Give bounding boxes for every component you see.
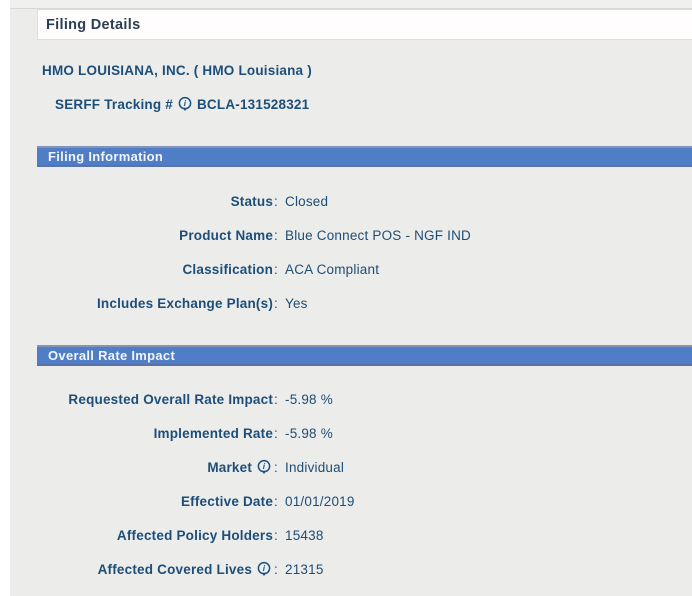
filing-details-header-panel [37,9,692,40]
info-icon-glyph: i [262,562,266,573]
content-area [10,0,692,596]
field-value: 21315 [285,561,324,577]
field-colon: : [274,227,278,243]
field-label-text: Implemented Rate [153,425,274,441]
field-label [10,561,278,578]
company-name: HMO LOUISIANA, INC. ( HMO Louisiana ) [42,63,312,78]
field-label-text: Classification [182,261,274,277]
info-icon[interactable] [257,561,271,578]
field-row-requested-overall-rate-impact [10,382,692,416]
field-value: -5.98 % [285,391,333,407]
field-row-affected-covered-lives [10,552,692,586]
field-value: 01/01/2019 [285,493,355,509]
field-label [10,494,278,509]
field-row-market [10,450,692,484]
field-label-text: Status [230,193,274,209]
field-colon: : [274,261,278,277]
field-label [10,426,278,441]
top-strip [10,0,692,9]
field-value: Closed [285,193,329,209]
info-icon-glyph: i [262,460,266,471]
field-label [10,392,278,407]
field-colon: : [274,295,278,311]
field-row-effective-date [10,484,692,518]
field-colon: : [274,527,278,543]
field-label-text: Effective Date [180,493,274,509]
field-row-includes-exchange-plans [10,286,692,320]
field-row-status [10,184,692,218]
field-label [10,296,278,311]
field-label-text: Affected Policy Holders [116,527,274,543]
field-value: ACA Compliant [285,261,380,277]
section-header-overall-rate-impact [37,345,692,366]
field-value: -5.98 % [285,425,333,441]
overall-rate-impact-fields [10,382,692,586]
field-label [10,528,278,543]
field-label [10,194,278,209]
field-colon: : [274,459,278,475]
info-icon[interactable] [257,459,271,476]
field-row-classification [10,252,692,286]
field-row-product-name [10,218,692,252]
page-title: Filing Details [46,16,141,33]
field-label-text: Requested Overall Rate Impact [68,391,274,407]
field-label-text: Includes Exchange Plan(s) [96,295,274,311]
section-header-filing-information [37,146,692,167]
field-label [10,228,278,243]
field-label-text: Product Name [179,227,274,243]
field-value: 15438 [285,527,324,543]
field-value: Blue Connect POS - NGF IND [285,227,472,243]
serff-tracking-line [55,96,309,113]
field-row-affected-policy-holders [10,518,692,552]
field-colon: : [274,493,278,509]
field-row-implemented-rate [10,416,692,450]
field-colon: : [274,391,278,407]
field-label-text: Market [207,459,253,475]
filing-information-fields [10,184,692,320]
info-icon-glyph: i [183,97,187,108]
serff-tracking-label: SERFF Tracking # [55,97,173,112]
field-colon: : [274,193,278,209]
field-colon: : [274,425,278,441]
serff-tracking-value: BCLA-131528321 [196,97,310,112]
section-title: Filing Information [48,149,164,164]
field-colon: : [274,561,278,577]
field-value: Yes [285,295,308,311]
field-label [10,262,278,277]
field-value: Individual [285,459,345,475]
field-label-text: Affected Covered Lives [97,561,253,577]
section-title: Overall Rate Impact [48,348,176,363]
field-label [10,459,278,476]
info-icon[interactable] [178,96,192,113]
